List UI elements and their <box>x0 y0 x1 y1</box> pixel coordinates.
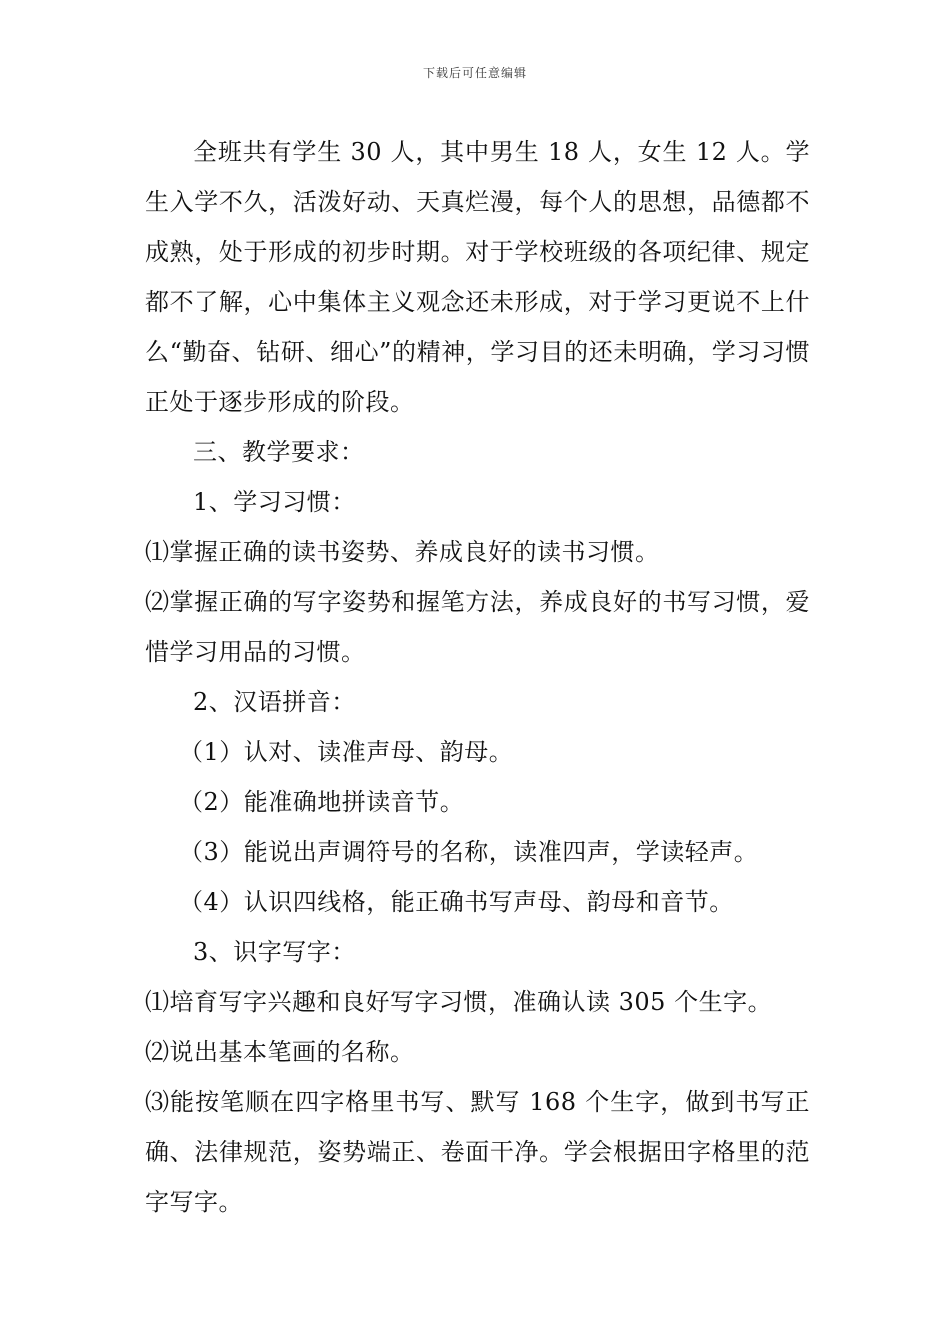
item-stroke-names: ⑵说出基本笔画的名称。 <box>145 1038 415 1066</box>
item-pinyin-3: （3）能说出声调符号的名称，读准四声，学读轻声。 <box>179 838 759 866</box>
item-stroke-order: ⑶能按笔顺在四字格里书写、默写 168 个生字，做到书写正确、法律规范，姿势端正、卷面干净。学会根据田字格里的范字写字。 <box>145 1088 810 1216</box>
item-pinyin-2: （2）能准确地拼读音节。 <box>179 788 465 816</box>
heading-teaching-requirements: 三、教学要求： <box>193 438 365 466</box>
page-header-note: 下载后可任意编辑 <box>422 66 527 80</box>
paragraph-class-overview: 全班共有学生 30 人，其中男生 18 人，女生 12 人。学生入学不久，活泼好动、天真烂漫，每个人的思想，品德都不成熟，处于形成的初步时期。对于学校班级的各项纪律、规定都不了解，心中集体主义观念还未形成，对于学习更说不上什么“勤奋、钻研、细心”的精神，学习目的还未明确，学习习惯正处于逐步形成的阶段。 <box>145 138 810 416</box>
heading-literacy-writing: 3、识字写字： <box>193 938 356 966</box>
item-pinyin-4: （4）认识四线格，能正确书写声母、韵母和音节。 <box>179 888 734 916</box>
item-writing-posture: ⑵掌握正确的写字姿势和握笔方法，养成良好的书写习惯，爱惜学习用品的习惯。 <box>145 588 810 666</box>
item-reading-posture: ⑴掌握正确的读书姿势、养成良好的读书习惯。 <box>145 538 660 566</box>
item-writing-interest: ⑴培育写字兴趣和良好写字习惯，准确认读 305 个生字。 <box>145 988 773 1016</box>
heading-pinyin: 2、汉语拼音： <box>193 688 356 716</box>
item-pinyin-1: （1）认对、读准声母、韵母。 <box>179 738 514 766</box>
heading-study-habits: 1、学习习惯： <box>193 488 356 516</box>
document-body <box>145 127 810 1227</box>
